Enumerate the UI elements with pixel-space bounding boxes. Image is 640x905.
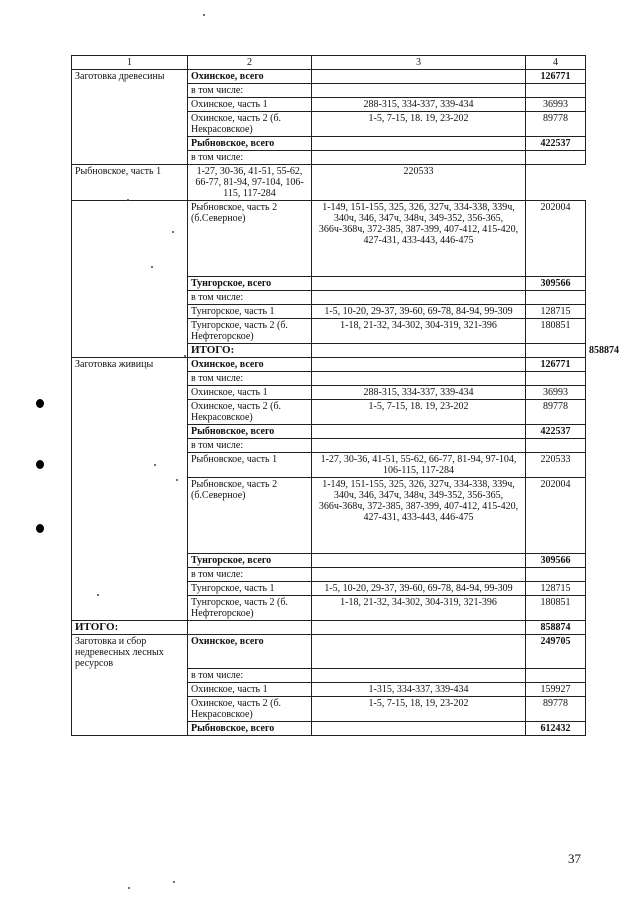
- quarter-numbers-cell: [312, 137, 526, 151]
- header-cell-2: 2: [188, 56, 312, 70]
- area-value-cell: 128715: [526, 305, 586, 319]
- area-value-cell: 89778: [526, 400, 586, 425]
- quarter-numbers-cell: 1-18, 21-32, 34-302, 304-319, 321-396: [312, 596, 526, 621]
- scan-speck: [184, 355, 186, 357]
- header-cell-3: 3: [312, 56, 526, 70]
- area-value-cell: 220533: [312, 165, 526, 201]
- activity-type-cell: Заготовка и сбор недревесных лесных ресурсов: [72, 635, 188, 736]
- forestry-name-cell: Рыбновское, часть 1: [72, 165, 188, 201]
- forestry-name-cell: в том числе:: [188, 372, 312, 386]
- quarter-numbers-cell: [526, 344, 586, 358]
- quarter-numbers-cell: [312, 425, 526, 439]
- forestry-name-cell: в том числе:: [188, 439, 312, 453]
- table-row: [72, 201, 586, 277]
- forestry-name-cell: Охинское, часть 1: [188, 683, 312, 697]
- page-number: 37: [568, 851, 581, 866]
- area-value-cell: [526, 439, 586, 453]
- forestry-name-cell: Охинское, часть 1: [188, 386, 312, 400]
- quarter-numbers-cell: 1-27, 30-36, 41-51, 55-62, 66-77, 81-94, 97-104, 106-115, 117-284: [188, 165, 312, 201]
- table-row: [72, 621, 586, 635]
- quarter-numbers-cell: [312, 84, 526, 98]
- scan-speck: [128, 887, 130, 889]
- forestry-name-cell: Охинское, часть 1: [188, 98, 312, 112]
- quarter-numbers-cell: [312, 669, 526, 683]
- forestry-name-cell: Охинское, часть 2 (б. Некрасовское): [188, 400, 312, 425]
- binder-hole-mark: [36, 399, 44, 408]
- area-value-cell: 249705: [526, 635, 586, 669]
- binder-hole-mark: [36, 524, 44, 533]
- quarter-numbers-cell: 1-149, 151-155, 325, 326, 327ч, 334-338, 339ч, 340ч, 346, 347ч, 348ч, 349-352, 356-365, 366ч-368ч, 372-385, 387-399, 407-412, 415-420, 427-431, 433-443, 446-475: [312, 201, 526, 277]
- area-value-cell: [526, 669, 586, 683]
- area-value-cell: 36993: [526, 98, 586, 112]
- area-value-cell: [526, 568, 586, 582]
- scan-speck: [97, 594, 99, 596]
- quarter-numbers-cell: 1-315, 334-337, 339-434: [312, 683, 526, 697]
- total-label-cell: ИТОГО:: [72, 621, 188, 635]
- forestry-name-cell: в том числе:: [188, 568, 312, 582]
- header-cell-1: 1: [72, 56, 188, 70]
- quarter-numbers-cell: [312, 70, 526, 84]
- area-value-cell: 126771: [526, 358, 586, 372]
- quarter-numbers-cell: [312, 151, 526, 165]
- forestry-name-cell: в том числе:: [188, 291, 312, 305]
- area-value-cell: 180851: [526, 596, 586, 621]
- scan-speck: [127, 199, 129, 201]
- quarter-numbers-cell: 1-5, 10-20, 29-37, 39-60, 69-78, 84-94, 99-309: [312, 305, 526, 319]
- quarter-numbers-cell: 1-5, 7-15, 18, 19, 23-202: [312, 697, 526, 722]
- quarter-numbers-cell: 1-27, 30-36, 41-51, 55-62, 66-77, 81-94, 97-104, 106-115, 117-284: [312, 453, 526, 478]
- quarter-numbers-cell: [312, 554, 526, 568]
- area-value-cell: 202004: [526, 478, 586, 554]
- table-row: ИТОГО: 858874: [72, 344, 586, 358]
- table-row: [72, 165, 586, 201]
- quarter-numbers-cell: [312, 439, 526, 453]
- quarter-numbers-cell: [312, 568, 526, 582]
- binder-hole-mark: [36, 460, 44, 469]
- scan-speck: [173, 881, 175, 883]
- area-value-cell: 126771: [526, 70, 586, 84]
- forestry-name-cell: Тунгорское, часть 1: [188, 582, 312, 596]
- forestry-name-cell: в том числе:: [188, 669, 312, 683]
- quarter-numbers-cell: [312, 358, 526, 372]
- quarter-numbers-cell: [312, 722, 526, 736]
- forestry-name-cell: Тунгорское, всего: [188, 277, 312, 291]
- quarter-numbers-cell: [312, 372, 526, 386]
- table-row: [72, 358, 586, 372]
- area-value-cell: 309566: [526, 554, 586, 568]
- scan-speck: [151, 266, 153, 268]
- forestry-name-cell: Тунгорское, часть 1: [188, 305, 312, 319]
- table-row: [72, 635, 586, 669]
- table-row: [72, 70, 586, 84]
- area-value-cell: 422537: [526, 425, 586, 439]
- forestry-name-cell: Охинское, всего: [188, 635, 312, 669]
- activity-type-cell: Заготовка древесины: [72, 70, 188, 165]
- area-value-cell: 612432: [526, 722, 586, 736]
- area-value-cell: 128715: [526, 582, 586, 596]
- quarter-numbers-cell: 1-5, 7-15, 18. 19, 23-202: [312, 400, 526, 425]
- area-value-cell: [526, 151, 586, 165]
- area-value-cell: 89778: [526, 697, 586, 722]
- scan-speck: [172, 231, 174, 233]
- area-value-cell: 159927: [526, 683, 586, 697]
- forestry-name-cell: в том числе:: [188, 84, 312, 98]
- forestry-name-cell: [188, 621, 312, 635]
- area-value-cell: [526, 372, 586, 386]
- scan-speck: [203, 14, 205, 16]
- forestry-name-cell: Охинское, всего: [188, 358, 312, 372]
- forest-resource-table: [71, 55, 619, 736]
- area-value-cell: 180851: [526, 319, 586, 344]
- quarter-numbers-cell: 288-315, 334-337, 339-434: [312, 98, 526, 112]
- area-value-cell: 202004: [526, 201, 586, 277]
- quarter-numbers-cell: 1-149, 151-155, 325, 326, 327ч, 334-338, 339ч, 340ч, 346, 347ч, 348ч, 349-352, 356-365, 366ч-368ч, 372-385, 387-399, 407-412, 415-420, 427-431, 433-443, 446-475: [312, 478, 526, 554]
- forestry-name-cell: Рыбновское, часть 2 (б.Северное): [188, 478, 312, 554]
- activity-type-cell: [72, 201, 188, 358]
- quarter-numbers-cell: 1-18, 21-32, 34-302, 304-319, 321-396: [312, 319, 526, 344]
- quarter-numbers-cell: [312, 635, 526, 669]
- forestry-name-cell: Охинское, всего: [188, 70, 312, 84]
- quarter-numbers-cell: 1-5, 10-20, 29-37, 39-60, 69-78, 84-94, 99-309: [312, 582, 526, 596]
- quarter-numbers-cell: [312, 277, 526, 291]
- forestry-name-cell: Тунгорское, часть 2 (б. Нефтегорское): [188, 319, 312, 344]
- area-value-cell: [526, 84, 586, 98]
- scan-speck: [154, 464, 156, 466]
- total-label-cell: ИТОГО:: [188, 344, 312, 358]
- quarter-numbers-cell: 1-5, 7-15, 18. 19, 23-202: [312, 112, 526, 137]
- forestry-name-cell: Тунгорское, всего: [188, 554, 312, 568]
- quarter-numbers-cell: 288-315, 334-337, 339-434: [312, 386, 526, 400]
- area-value-cell: 309566: [526, 277, 586, 291]
- forestry-name-cell: Охинское, часть 2 (б. Некрасовское): [188, 697, 312, 722]
- forestry-name-cell: Рыбновское, всего: [188, 137, 312, 151]
- header-row: [72, 56, 586, 70]
- forestry-name-cell: в том числе:: [188, 151, 312, 165]
- quarter-numbers-cell: [312, 621, 526, 635]
- quarter-numbers-cell: [312, 291, 526, 305]
- scan-speck: [176, 479, 178, 481]
- activity-type-cell: Заготовка живицы: [72, 358, 188, 621]
- area-value-cell: [526, 291, 586, 305]
- forestry-name-cell: Охинское, часть 2 (б. Некрасовское): [188, 112, 312, 137]
- forestry-name-cell: [312, 344, 526, 358]
- forestry-name-cell: Рыбновское, всего: [188, 425, 312, 439]
- area-value-cell: 858874: [526, 621, 586, 635]
- forestry-name-cell: Рыбновское, всего: [188, 722, 312, 736]
- area-value-cell: 422537: [526, 137, 586, 151]
- forestry-name-cell: Рыбновское, часть 2 (б.Северное): [188, 201, 312, 277]
- forestry-name-cell: Рыбновское, часть 1: [188, 453, 312, 478]
- forestry-name-cell: Тунгорское, часть 2 (б. Нефтегорское): [188, 596, 312, 621]
- area-value-cell: 89778: [526, 112, 586, 137]
- area-value-cell: 36993: [526, 386, 586, 400]
- header-cell-4: 4: [526, 56, 586, 70]
- area-value-cell: 220533: [526, 453, 586, 478]
